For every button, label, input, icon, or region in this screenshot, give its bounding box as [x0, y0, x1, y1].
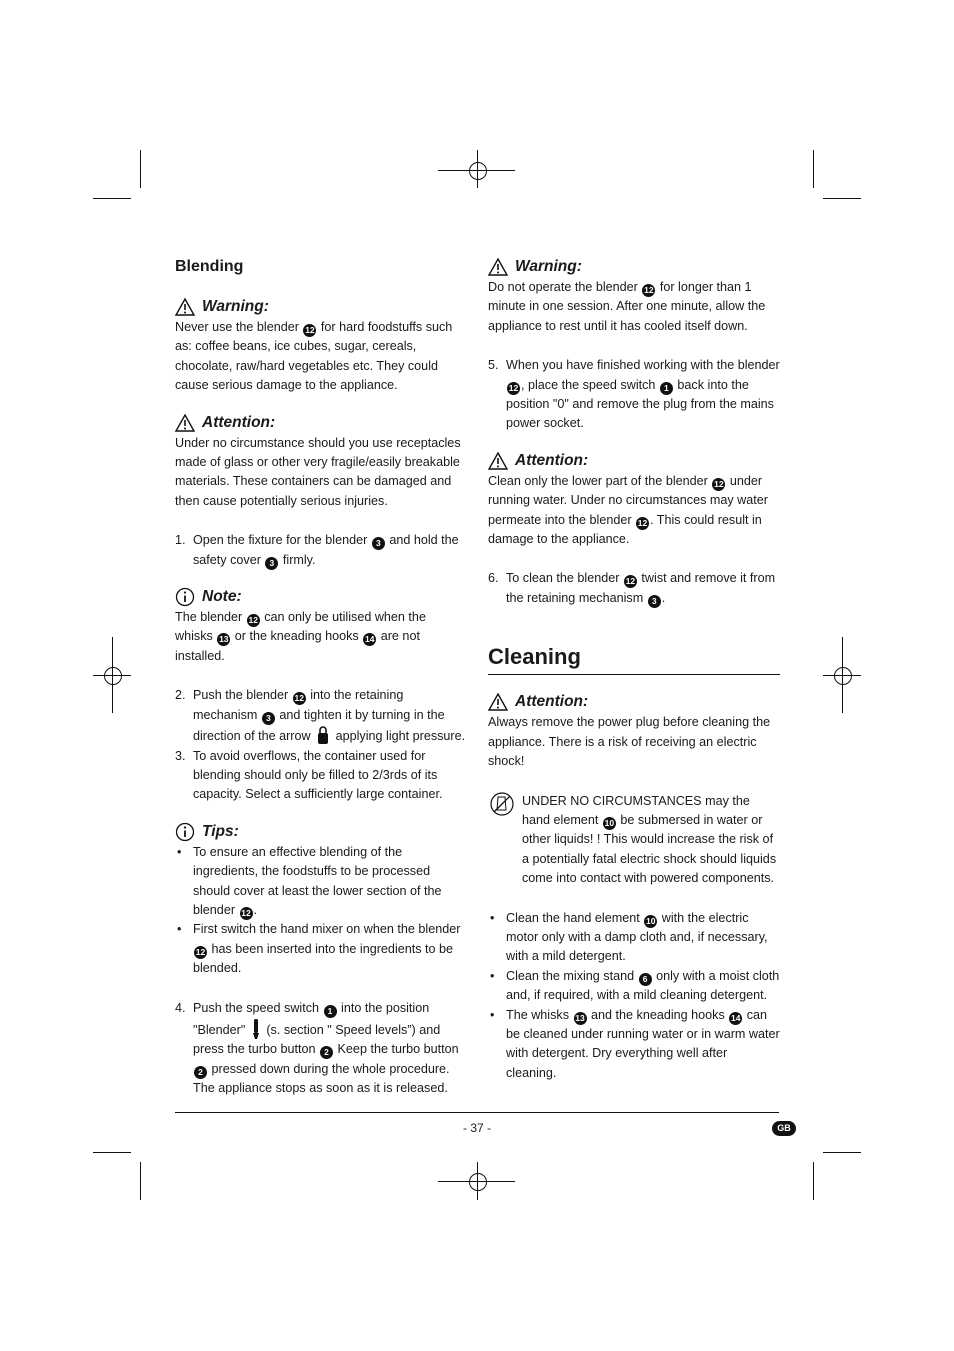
warning-text: Never use the blender 12 for hard foodstuffs such as: coffee beans, ice cubes, sugar, cereals, chocolate, raw/hard vegetables etc. They could cause serious damage to the appliance. [175, 320, 453, 393]
ref-badge: 6 [639, 973, 652, 986]
attention-title: Attention: [175, 412, 467, 434]
ref-badge: 12 [294, 693, 304, 704]
attention-text: Always remove the power plug before cleaning the appliance. There is a risk of receiving an electric shock! [488, 715, 771, 769]
ref-badge: 12 [508, 382, 519, 393]
info-icon [175, 587, 195, 607]
ref-badge: 3 [265, 557, 278, 570]
warning-icon [488, 693, 508, 711]
blender-symbol-icon [251, 1018, 261, 1040]
ref-badge: 12 [305, 325, 315, 335]
section-heading-blending: Blending [175, 258, 244, 275]
page-number: - 37 - [462, 1121, 491, 1135]
ref-badge: 10 [604, 817, 615, 828]
crop-mark [93, 1152, 131, 1153]
crop-mark [813, 1162, 814, 1200]
step-4: 4. Push the speed switch 1 into the position "Blender" (s. section " Speed levels”) and press the turbo button 2 Keep the turbo button 2 pressed down during the whole procedure. The appliance stops as soon as it is released. [175, 1000, 459, 1096]
warning-title: Warning: [175, 296, 467, 318]
left-column [175, 256, 467, 1099]
note-text: The blender 12 can only be utilised when the whisks 13 or the kneading hooks 14 are not installed. [175, 610, 426, 663]
ref-badge: 2 [194, 1066, 207, 1079]
ref-badge: 12 [241, 907, 251, 918]
ref-badge: 2 [320, 1046, 333, 1059]
section-heading-cleaning: Cleaning [488, 642, 780, 675]
ref-badge: 12 [248, 615, 258, 626]
warning-text: Do not operate the blender 12 for longer than 1 minute in one session. After one minute, allow the appliance to rest until it has cooled itself down. [488, 280, 766, 333]
cleaning-item: • The whisks 13 and the kneading hooks 14 can be cleaned under running water or in warm water with detergent. Dry everything well after cleaning. [488, 1006, 780, 1084]
warning-icon [488, 452, 508, 470]
attention-text: Under no circumstance should you use receptacles made of glass or other very fragile/easily breakable materials. These containers can be damaged and then cause potentially serious injuries. [175, 435, 461, 508]
registration-circle [469, 1173, 487, 1191]
step-6: 6. To clean the blender 12 twist and remove it from the retaining mechanism 3 . [488, 571, 776, 606]
crop-mark [140, 150, 141, 188]
info-icon [175, 822, 195, 842]
tips-title: Tips: [175, 821, 467, 843]
warning-icon [175, 298, 195, 316]
ref-badge: 13 [219, 634, 229, 645]
attention-text: Clean only the lower part of the blender 12 under running water. Under no circumstances may water permeate into the blender 12 . This could result in damage to the appliance. [488, 473, 768, 547]
no-immersion-warning: UNDER NO CIRCUMSTANCES may the hand element 10 be submersed in water or other liquids! ! This would increase the risk of a potentially fatal electric shock should liquids come into contact with powered components. [488, 792, 780, 889]
step-1: 1. Open the fixture for the blender 3 and hold the safety cover 3 firmly. [175, 533, 459, 568]
cleaning-item: • Clean the mixing stand 6 only with a moist cloth and, if required, with a mild cleaning detergent. [488, 967, 780, 1006]
tip-item: • First switch the hand mixer on when the blender 12 has been inserted into the ingredients to be blended. [175, 920, 467, 978]
ref-badge: 1 [324, 1005, 337, 1018]
registration-circle [469, 162, 487, 180]
cleaning-item: • Clean the hand element 10 with the electric motor only with a damp cloth and, if necessary, with a mild detergent. [488, 909, 780, 967]
language-badge: GB [772, 1121, 796, 1136]
step-5: 5. When you have finished working with the blender 12 , place the speed switch 1 back into the position "0" and remove the plug from the mains power socket. [488, 358, 780, 431]
crop-mark [823, 198, 861, 199]
crop-mark [140, 1162, 141, 1200]
crop-mark [823, 1152, 861, 1153]
note-title: Note: [175, 586, 467, 608]
ref-badge: 3 [372, 537, 385, 550]
warning-title: Warning: [488, 256, 780, 278]
right-column [488, 256, 780, 1083]
warning-icon [488, 258, 508, 276]
ref-badge: 12 [644, 285, 654, 295]
ref-badge: 3 [648, 595, 661, 608]
ref-badge: 1 [660, 382, 673, 395]
ref-badge: 10 [646, 915, 656, 926]
ref-badge: 12 [625, 576, 636, 587]
ref-badge: 3 [262, 712, 275, 725]
ref-badge: 12 [714, 478, 724, 489]
lock-arrow-icon [316, 725, 330, 745]
step-2: 2. Push the blender 12 into the retaining mechanism 3 and tighten it by turning in the direction of the arrow applying light pressure. [175, 688, 466, 744]
ref-badge: 14 [731, 1012, 741, 1023]
footer-rule [175, 1112, 779, 1113]
attention-title: Attention: [488, 450, 780, 472]
warning-icon [175, 414, 195, 432]
step-3: 3. To avoid overflows, the container used for blending should only be filled to 2/3rds of its capacity. Select a sufficiently large container. [175, 748, 443, 802]
registration-circle [104, 667, 122, 685]
attention-title: Attention: [488, 691, 780, 713]
ref-badge: 12 [195, 946, 206, 957]
ref-badge: 13 [575, 1012, 585, 1023]
ref-badge: 14 [365, 634, 375, 645]
crop-mark [813, 150, 814, 188]
tip-item: • To ensure an effective blending of the ingredients, the foodstuffs to be processed should cover at least the lower section of the blender 12 . [175, 843, 467, 921]
ref-badge: 12 [637, 517, 648, 528]
registration-circle [834, 667, 852, 685]
no-water-icon [490, 792, 514, 816]
crop-mark [93, 198, 131, 199]
